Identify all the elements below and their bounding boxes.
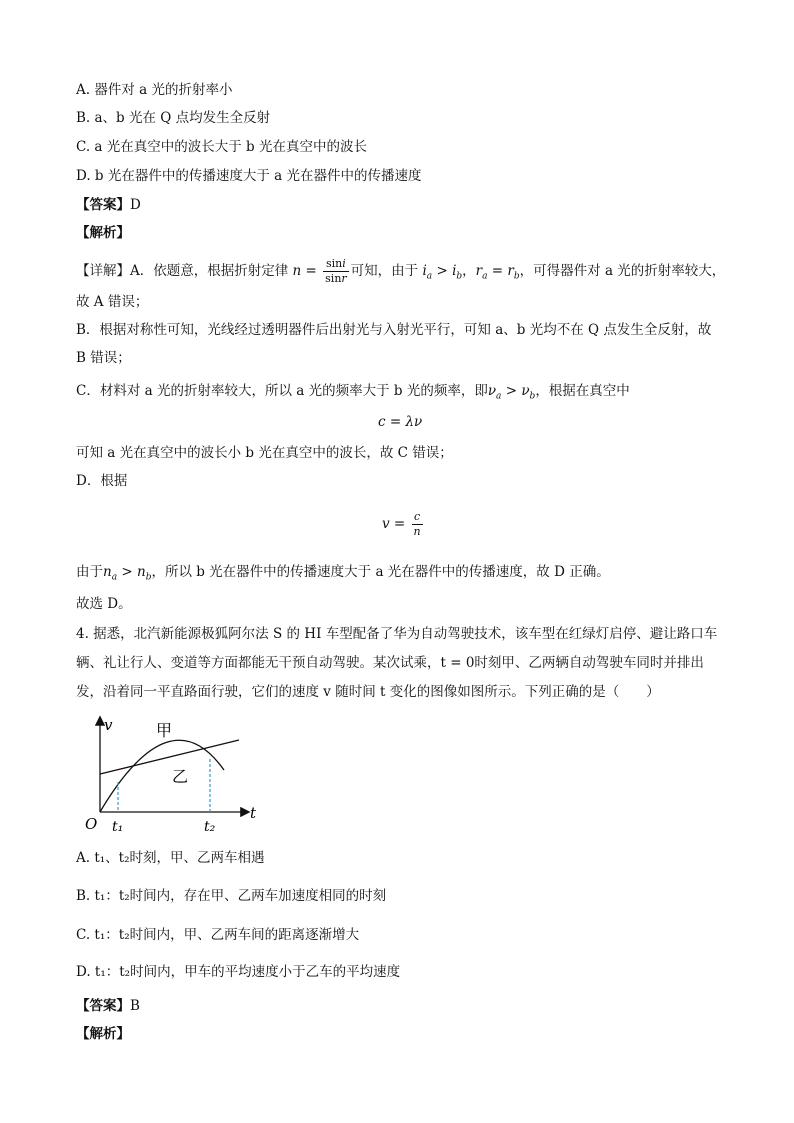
answer-label: 【答案】 — [76, 998, 130, 1014]
option-4c: C. t₁：t₂时间内，甲、乙两车间的距离逐渐增大 — [76, 927, 360, 943]
origin-label: O — [85, 815, 98, 833]
question-4-line-2: 辆、礼让行人、变道等方面都能无干预自动驾驶。某次试乘，t = 0时刻甲、乙两辆自动驾驶车同时并排出 — [76, 655, 704, 671]
option-3a: A. 器件对 a 光的折射率小 — [76, 82, 233, 98]
equation-c-lambda-nu: c = λν — [378, 414, 423, 430]
option-3d: D. b 光在器件中的传播速度大于 a 光在器件中的传播速度 — [76, 168, 422, 184]
detail-text: C．材料对 a 光的折射率较大，所以 a 光的频率大于 b 光的频率，即 — [76, 383, 488, 399]
detail-para-7: 故选 D。 — [76, 596, 132, 612]
t1-label: t₁ — [112, 819, 124, 835]
label-jia: 甲 — [156, 721, 173, 740]
answer-4 — [76, 996, 140, 1016]
option-4a: A. t₁、t₂时刻，甲、乙两车相遇 — [76, 850, 265, 866]
answer-label: 【答案】 — [76, 197, 130, 213]
velocity-time-graph — [82, 712, 272, 840]
t-label: t — [250, 804, 257, 822]
detail-para-3: C．材料对 a 光的折射率较大，所以 a 光的频率大于 b 光的频率，即$\nu_a > \nu_b$，根据在真空中 — [76, 383, 630, 402]
equation-v-c-n: v = $\frac{c}{n}$ — [382, 510, 421, 538]
detail-para-5: D．根据 — [76, 473, 128, 489]
detail-para-2b: B 错误； — [76, 350, 131, 366]
detail-para-4: 可知 a 光在真空中的波长小 b 光在真空中的波长，故 C 错误； — [76, 445, 453, 461]
label-yi: 乙 — [172, 767, 189, 786]
curve-jia — [100, 740, 224, 812]
detail-para-1b: 故 A 错误； — [76, 294, 149, 310]
question-4-line-1: 4. 据悉，北汽新能源极狐阿尔法 S 的 HI 车型配备了华为自动驾驶技术，该车型在红绿灯启停、避让路口车 — [76, 626, 718, 642]
detail-text: 可知，由于 — [350, 263, 419, 279]
answer-value: D — [130, 197, 141, 213]
detail-text: ，根据在真空中 — [535, 383, 630, 399]
line-yi — [100, 740, 239, 774]
t2-label: t₂ — [204, 819, 216, 835]
option-4d: D. t₁：t₂时间内，甲车的平均速度小于乙车的平均速度 — [76, 964, 401, 980]
detail-para-6: 由于$n_a > n_b$，所以 b 光在器件中的传播速度大于 a 光在器件中的传播速度，故 D 正确。 — [76, 564, 610, 583]
analysis-4-label: 【解析】 — [76, 1026, 130, 1042]
option-3c: C. a 光在真空中的波长大于 b 光在真空中的波长 — [76, 139, 367, 155]
detail-para-1: 【详解】A．依题意，根据折射定律 n = $\frac{\sin i}{\sin r}$ 可知，由于 $i_a > i_b$，$r_a = r_b$，可得器件对 a 光的折射率较大， — [76, 257, 726, 285]
answer-3 — [76, 195, 141, 215]
detail-para-2: B．根据对称性可知，光线经过透明器件后出射光与入射光平行，可知 a、b 光均不在 Q 点发生全反射，故 — [76, 322, 712, 338]
v-label: v — [104, 716, 113, 734]
detail-text: ，所以 b 光在器件中的传播速度大于 a 光在器件中的传播速度，故 D 正确。 — [151, 564, 610, 580]
answer-value: B — [130, 998, 140, 1014]
detail-text: 由于 — [76, 564, 103, 580]
option-4b: B. t₁：t₂时间内，存在甲、乙两车加速度相同的时刻 — [76, 888, 387, 904]
detail-text: 【详解】A．依题意，根据折射定律 — [76, 263, 289, 279]
analysis-label: 【解析】 — [76, 225, 130, 241]
question-4-line-3: 发，沿着同一平直路面行驶，它们的速度 v 随时间 t 变化的图像如图所示。下列正确的是（ ） — [76, 684, 660, 700]
option-3b: B. a、b 光在 Q 点均发生全反射 — [76, 110, 271, 126]
snell-fraction: $\frac{\sin i}{\sin r}$ — [325, 257, 347, 285]
detail-text: ，可得器件对 a 光的折射率较大， — [519, 263, 726, 279]
